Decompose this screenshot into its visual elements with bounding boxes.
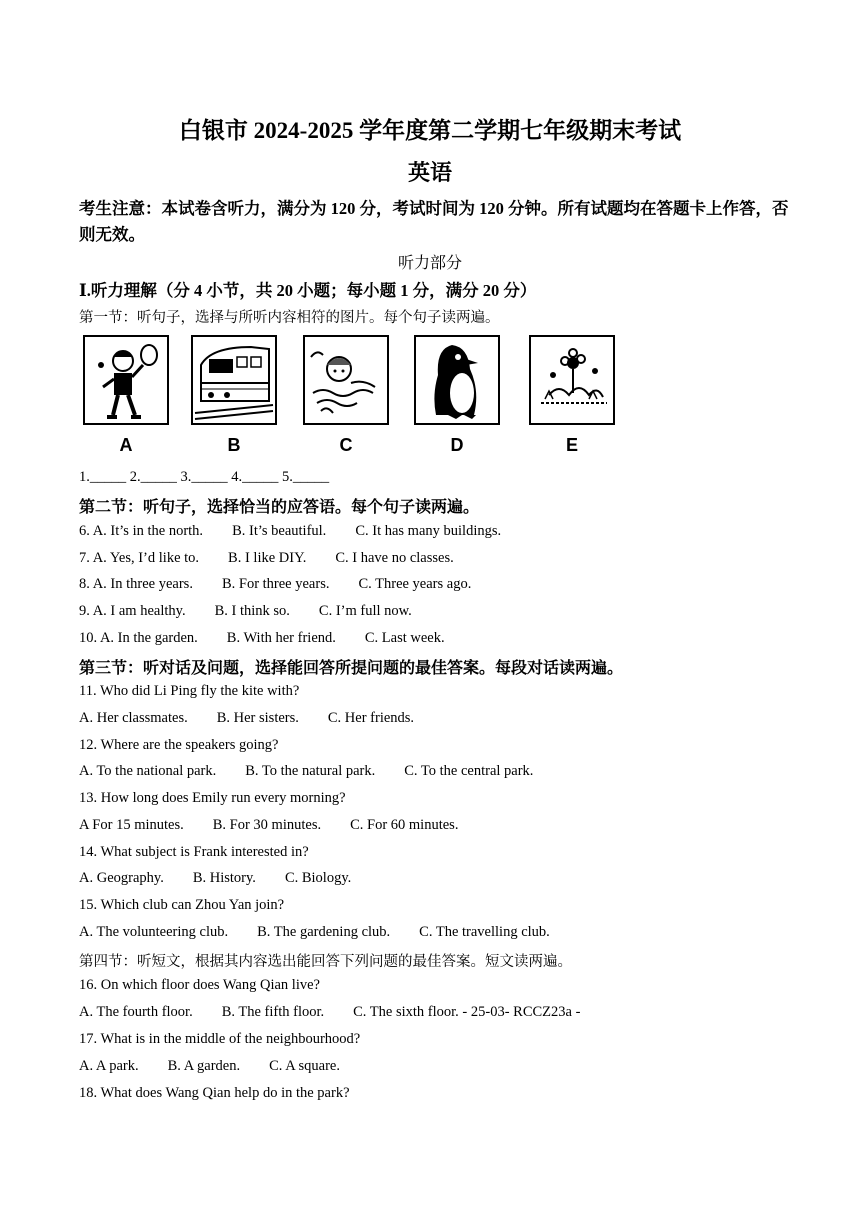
- picture-label-a: A: [119, 435, 133, 455]
- listening-section-heading: 听力部分: [397, 255, 462, 272]
- option-c: C. I have no classes.: [335, 550, 454, 566]
- picture-options: [78, 335, 638, 460]
- train-picture: [191, 335, 277, 427]
- penguin-picture: [414, 335, 500, 427]
- option-b: B. To the natural park.: [245, 763, 376, 779]
- question-text: 11. Who did Li Ping fly the kite with?: [79, 683, 300, 699]
- question-text: 14. What subject is Frank interested in?: [79, 844, 309, 860]
- exam-notice: 考生注意：本试卷含听力，满分为 120 分，考试时间为 120 分钟。所有试题均在答题卡上作答，否则无效。: [79, 199, 789, 244]
- picture-label-c: C: [339, 435, 353, 455]
- section-four-heading: 第四节：听短文，根据其内容选出能回答下列问题的最佳答案。短文读两遍。: [79, 954, 572, 970]
- option-a: A. The fourth floor.: [79, 1004, 193, 1020]
- question-item: [79, 603, 412, 620]
- option-a: 9. A. I am healthy.: [79, 603, 186, 619]
- question-options: [79, 710, 414, 727]
- option-a: 10. A. In the garden.: [79, 630, 198, 646]
- swimmer-picture: [303, 335, 389, 427]
- question-text: 13. How long does Emily run every morning?: [79, 790, 346, 806]
- section-three-heading: 第三节：听对话及问题，选择能回答所提问题的最佳答案。每段对话读两遍。: [79, 660, 624, 677]
- question-options: [79, 870, 351, 887]
- option-a: A For 15 minutes.: [79, 817, 184, 833]
- option-c: C. A square.: [269, 1058, 340, 1074]
- option-c: C. Three years ago.: [358, 576, 472, 592]
- option-c: C. For 60 minutes.: [350, 817, 459, 833]
- question-text: 17. What is in the middle of the neighbourhood?: [79, 1031, 361, 1047]
- picture-label-e: E: [565, 435, 578, 455]
- option-c: C. I’m full now.: [318, 603, 412, 619]
- picture-label-b: B: [227, 435, 241, 455]
- section-one-heading: 第一节：听句子，选择与所听内容相符的图片。每个句子读两遍。: [79, 310, 500, 326]
- option-b: B. The gardening club.: [257, 924, 391, 940]
- question-item: [79, 550, 454, 567]
- tennis-player-picture: [83, 335, 169, 427]
- option-a: A. Her classmates.: [79, 710, 188, 726]
- garden-picture: [529, 335, 615, 427]
- question-item: [79, 523, 501, 540]
- option-b: B. With her friend.: [226, 630, 336, 646]
- option-a: A. A park.: [79, 1058, 139, 1074]
- question-item: [79, 630, 445, 647]
- option-c: C. The travelling club.: [419, 924, 550, 940]
- picture-label-d: D: [450, 435, 464, 455]
- option-a: A. To the national park.: [79, 763, 217, 779]
- part-one-heading: Ⅰ.听力理解（分 4 小节，共 20 小题；每小题 1 分，满分 20 分）: [79, 281, 537, 300]
- option-a: 6. A. It’s in the north.: [79, 523, 204, 539]
- option-c: C. Biology.: [284, 870, 352, 886]
- question-item: [79, 576, 471, 593]
- question-text: 18. What does Wang Qian help do in the park?: [79, 1085, 350, 1101]
- option-c: C. To the central park.: [404, 763, 534, 779]
- option-a: A. Geography.: [79, 870, 164, 886]
- section-one-answer-blanks: 1._____ 2._____ 3._____ 4._____ 5._____: [79, 469, 330, 485]
- section-two-heading: 第二节：听句子，选择恰当的应答语。每个句子读两遍。: [79, 499, 480, 516]
- option-b: B. History.: [192, 870, 256, 886]
- option-b: B. Her sisters.: [216, 710, 299, 726]
- option-b: B. The fifth floor.: [221, 1004, 325, 1020]
- option-a: 7. A. Yes, I’d like to.: [79, 550, 200, 566]
- exam-subject: 英语: [407, 160, 452, 185]
- option-c: C. The sixth floor. - 25-03- RCCZ23a -: [353, 1004, 581, 1020]
- option-b: B. It’s beautiful.: [232, 523, 327, 539]
- exam-title: 白银市 2024-2025 学年度第二学期七年级期末考试: [178, 118, 682, 143]
- question-options: [79, 1058, 340, 1075]
- option-b: B. A garden.: [167, 1058, 241, 1074]
- option-b: B. I like DIY.: [228, 550, 307, 566]
- question-options: [79, 924, 550, 941]
- option-b: B. For 30 minutes.: [212, 817, 322, 833]
- question-options: [79, 817, 458, 834]
- option-a: 8. A. In three years.: [79, 576, 193, 592]
- option-c: C. Last week.: [364, 630, 445, 646]
- question-text: 15. Which club can Zhou Yan join?: [79, 897, 285, 913]
- option-b: B. For three years.: [221, 576, 330, 592]
- question-text: 12. Where are the speakers going?: [79, 737, 279, 753]
- question-options: [79, 1004, 580, 1021]
- option-b: B. I think so.: [214, 603, 290, 619]
- question-options: [79, 763, 533, 780]
- option-c: C. Her friends.: [327, 710, 415, 726]
- question-text: 16. On which floor does Wang Qian live?: [79, 977, 320, 993]
- option-a: A. The volunteering club.: [79, 924, 229, 940]
- option-c: C. It has many buildings.: [355, 523, 502, 539]
